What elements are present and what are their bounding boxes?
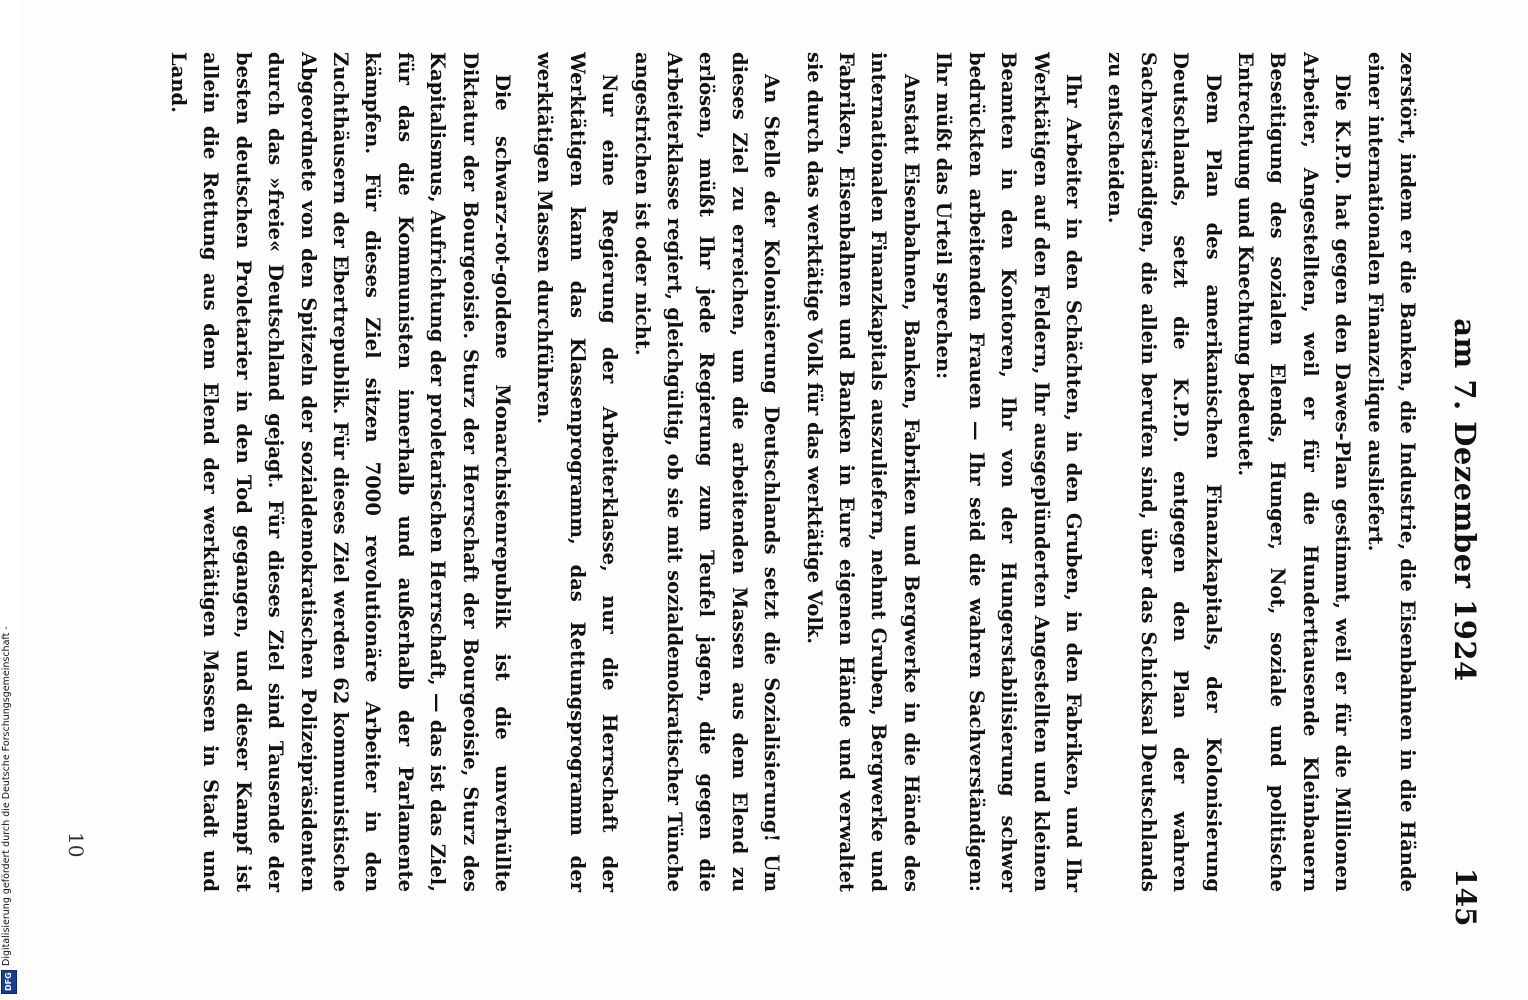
paragraph: Nur eine Regierung der Arbeiterklasse, nur die Herrschaft der Werktätigen kann das Klassenprogramm, das Rettungsprogramm der werktätigen Massen durchführen. [533,52,622,892]
paragraph: Die schwarz-rot-goldene Monarchistenrepublik ist die unverhüllte Diktatur der Bourgeoisie. Sturz der Herrschaft der Bourgeoisie, Sturz des Kapitalismus, Aufrichtung der proletarischen Herrschaft, — das ist das Ziel, für das die Kommunisten innerhalb und außerhalb der Parlamente kämpfen. Für dieses Ziel sitzen 7000 revolutionäre Arbeiter in den Zuchthäusern der Ebertrepublik. Für dieses Ziel werden 62 kommunistische Abgeordnete von den Spitzeln der sozialdemokratischen Polizeipräsidenten durch das »freie« Deutschland gejagt. Für dieses Ziel sind Tausende der besten deutschen Proletarier in den Tod gegangen, und dieser Kampf ist allein die Rettung aus dem Elend der werktätigen Massen in Stadt und Land. [166,52,515,892]
paragraph: An Stelle der Kolonisierung Deutschlands setzt die Sozialisierung! Um dieses Ziel zu erreichen, um die arbeitenden Massen aus dem Elend zu erlösen, müßt Ihr jede Regierung zum Teufel jagen, die gegen die Arbeiterklasse regiert, gleichgültig, ob sie mit sozialdemokratischer Tünche angestrichen ist oder nicht. [630,52,784,892]
credit-text: Digitalisierung gefördert durch die Deutsche Forschungsgemeinschaft - [1,626,12,966]
page-header [1440,0,1484,1000]
body-text [162,52,1423,892]
dfg-logo [1,970,17,994]
running-head: am 7. Dezember 1924 [1448,318,1482,682]
sheet-number: 10 [64,832,88,858]
credit-sidebar [0,0,20,1000]
paragraph: Ihr Arbeiter in den Schächten, in den Gruben, in den Fabriken, und Ihr Werktätigen auf den Feldern, Ihr ausgeplünderten Angestellten und kleinen Beamten in den Kontoren, Ihr von der Hungerstabilisierung schwer bedrückten arbeitenden Frauen — Ihr seid die wahren Sachverständigen: Ihr müßt das Urteil sprechen: [932,52,1085,892]
paragraph: Dem Plan des amerikanischen Finanzkapitals, der Kolonisierung Deutschlands, setzt die K.P.D. entgegen den Plan der wahren Sachverständigen, die allein berufen sind, über das Schicksal Deutschlands zu entscheiden. [1104,52,1225,892]
credit-strip [0,0,18,966]
paragraph: zerstört, indem er die Banken, die Industrie, die Eisenbahnen in die Hände einer internationalen Finanzclique ausliefert. [1363,52,1419,892]
page-number: 145 [1449,868,1482,927]
paragraph: Die K.P.D. hat gegen den Dawes-Plan gestimmt, weil er für die Millionen Arbeiter, Angestellten, weil er für die Hunderttausende Kleinbauern Beseitigung des sozialen Elends, Hunger, Not, soziale und politische Entrechtung und Knechtung bedeutet. [1233,52,1355,892]
paragraph: Anstatt Eisenbahnen, Banken, Fabriken und Bergwerke in die Hände des internationalen Finanzkapitals auszuliefern, nehmt Gruben, Bergwerke und Fabriken, Eisenbahnen und Banken in Eure eigenen Hände und verwaltet sie durch das werktätige Volk für das werktätige Volk. [802,52,923,892]
dfg-logo-text: DFG [4,972,13,991]
